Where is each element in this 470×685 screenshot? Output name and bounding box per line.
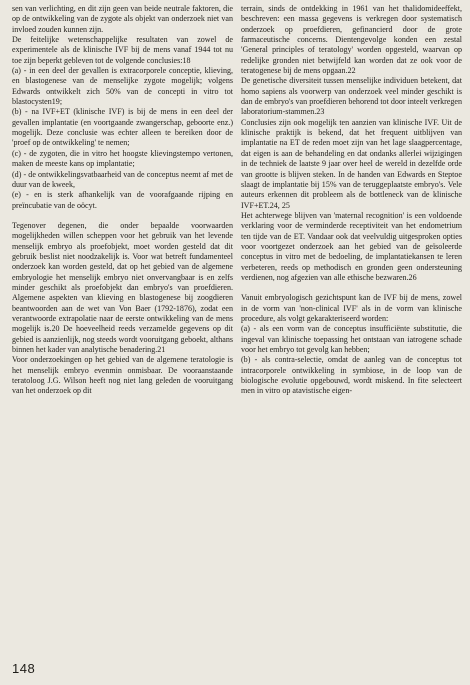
right-column [241, 4, 462, 397]
characterization-item-a: (a) - als een vorm van de conceptus insufficiënte substitutie, die ingeval van klinische toepassing het ontstaan van iatrogene schade voor het embryo tot gevolg kan hebben; [241, 324, 462, 354]
paragraph-vanuit: Vanuit embryologisch gezichtspunt kan de IVF bij de mens, zowel in de vorm van 'non-clinical IVF' als in de vorm van klinische procedure, als volgt gekarakteriseerd worden: [241, 293, 462, 323]
page-number: 148 [12, 661, 36, 676]
paragraph-conclusions: De feitelijke wetenschappelijke resultaten van zowel de experimentele als de klinische IVF bij de mens vanaf 1944 tot nu toe zijn beperkt gebleven tot de volgende conclusies:18 [12, 35, 233, 65]
characterization-item-b: (b) - als contra-selectie, omdat de aanleg van de conceptus tot intracorporele ontwikkeling in symbiose, in de loop van de biologische evolutie opgebouwd, wordt miskend. In fite selecteert men in vitro op atavistische eigen- [241, 355, 462, 396]
conclusion-item-e: (e) - en is sterk afhankelijk van de voorafgaande rijping en preïncubatie van de oöcyt. [12, 190, 233, 210]
conclusion-item-d: (d) - de ontwikkelingsvatbaarheid van de conceptus neemt af met de duur van de kweek, [12, 169, 233, 189]
paragraph-achterwege: Het achterwege blijven van 'maternal recognition' is een voldoende verklaring voor de verminderde receptiviteit van het endometrium ten tijde van de ET. Vandaar ook dat veelvuldig uitgesproken opties voor voortgezet onderzoek aan het gebied van de geïsoleerde conceptus in vitro met de bedoeling, de implantatiekansen te leren verbeteren, reeds op methodisch en gronden geen ondersteuning verdienen, nog afgezien van alle ethische bezwaren.26 [241, 210, 462, 282]
conclusion-item-b: (b) - na IVF+ET (klinische IVF) is bij de mens in een deel der gevallen implantatie (en voortgaande zwangerschap, geboorte enz.) mogelijk. Deze conclusie was echter alleen te bereiken door de 'proef op de ontwikkeling' te nemen; [12, 107, 233, 148]
paragraph-terrain: terrain, sinds de ontdekking in 1961 van het thalidomideeffekt, beschreven: een massa gegevens is verkregen door systematisch onderzoek op proefdieren, gefinancierd door de grote farmaceutische concerns. Dientengevolge konden een zestal 'General principles of teratology' worden opgesteld, waarvan op redelijke gronden niet betwijfeld kan worden dat ze ook voor de teratogenese bij de mens opgaan.22 [241, 4, 462, 76]
left-column [12, 4, 233, 397]
paragraph-tegenover: Tegenover degenen, die onder bepaalde voorwaarden mogelijkheden willen scheppen voor het gebruik van het levende menselijk embryo als proefobjekt, moet worden gesteld dat dit gebruik beslist niet noodzakelijk is. Voor wat betreft fundamenteel onderzoek kan worden gesteld, dat op het gebied van de algemene embryologie het menselijk embryo niet onvervangbaar is en zelfs minder geschikt als proefobjekt dan embryo's van proefdieren. Algemene aspekten van klieving en blastogenese bij zoogdieren beantwoorden aan de wet van Von Baer (1792-1876), zodat een verantwoorde extrapolatie naar de eerste ontwikkeling van de mens mogelijk is.20 De hoeveelheid reeds verzamelde gegevens op dit gebied is aanzienlijk, nog steeds wordt vooruitgang geboekt, althans binnen het kader van analytische benadering.21 [12, 220, 233, 354]
conclusion-item-a: (a) - in een deel der gevallen is extracorporele conceptie, klieving, en blastogenese van de menselijke zygote mogelijk; volgens Edwards ontwikkelt zich 50% van de concepti in vitro tot blastocysten19; [12, 66, 233, 107]
paragraph-teratologie: Voor onderzoekingen op het gebied van de algemene teratologie is het menselijk embryo evenmin onmisbaar. De vooraanstaande teratoloog J.G. Wilson heeft nog niet lang geleden de vooruitgang van het onderzoek op dit [12, 355, 233, 396]
paragraph-conclusies: Conclusies zijn ook mogelijk ten aanzien van klinische IVF. Uit de klinische praktijk is bekend, dat het frequent uitblijven van implantatie na ET de reden moet zijn van het lage slaagpercentage, dat eigen is aan de behandeling en dat ondanks allerlei wijzigingen in de techniek de laatste 9 jaar over heel de wereld in dezelfde orde van grootte is blijven steken. In de handen van Edwards en Steptoe slaagt de implantatie bij 15% van de teruggeplaatste embryo's. Vele auteurs erkennen dit probleem als de bottleneck van de klinische IVF+ET.24, 25 [241, 117, 462, 210]
conclusion-item-c: (c) - de zygoten, die in vitro het hoogste klievingstempo vertonen, maken de meeste kans op implantatie; [12, 148, 233, 169]
paragraph-intro: sen van verlichting, en dit zijn geen van beide neutrale faktoren, die op de ontwikkeling van de zygote als objekt van onderzoek niet van invloed zouden kunnen zijn. [12, 4, 233, 34]
paragraph-genetische: De genetische diversiteit tussen menselijke individuen betekent, dat homo sapiens als voorwerp van onderzoek veel minder geschikt is dan de embryo's van proefdieren behorend tot door inteelt verkregen laboratorium-stammen.23 [241, 76, 462, 117]
